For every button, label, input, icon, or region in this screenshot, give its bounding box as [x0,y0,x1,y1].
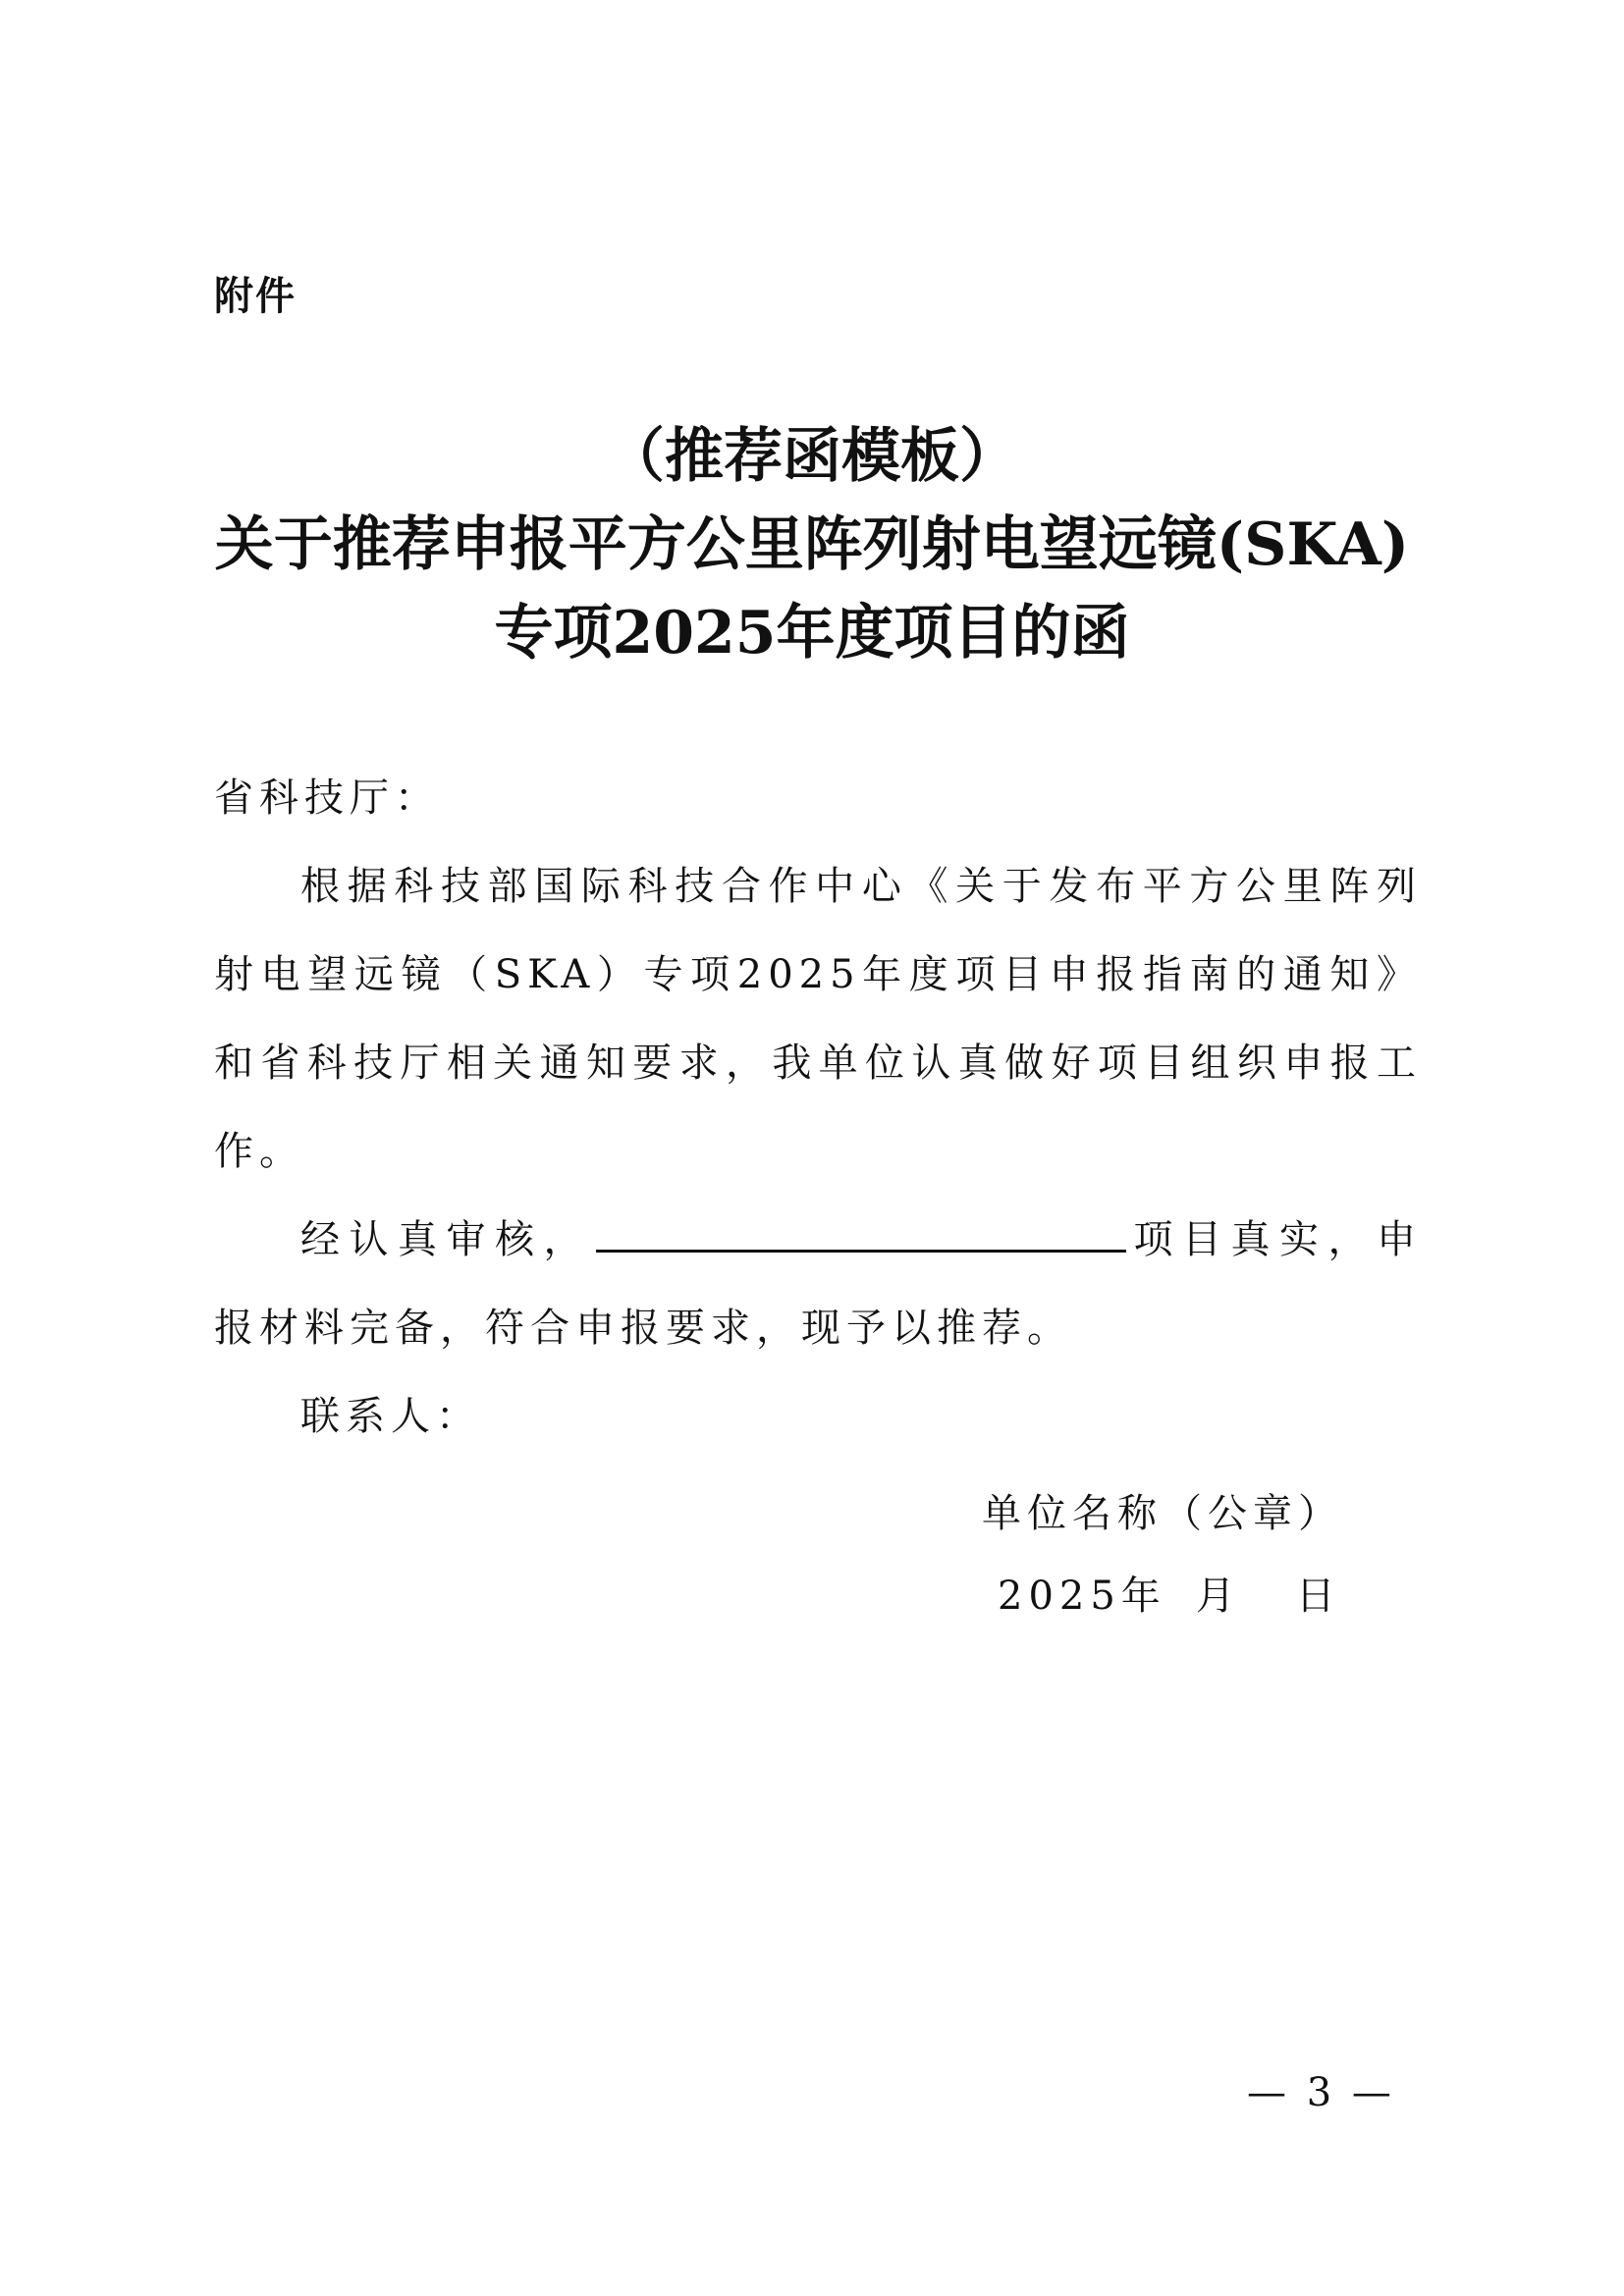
title-sub-line: 专项2025年度项目的函 [494,599,1130,667]
paragraph-recommendation [214,1196,1422,1372]
page-number: — 3 — [1247,2070,1395,2115]
signature-block [982,1472,1343,1637]
contact-person: 联系人： [300,1394,481,1439]
salutation: 省科技厅： [214,775,440,821]
project-name-blank[interactable] [596,1210,1126,1253]
date-month: 月 [1195,1574,1241,1619]
organization-seal-label: 单位名称（公章） [982,1491,1343,1536]
letter-body [214,754,1422,1461]
date-day: 日 [1295,1574,1341,1619]
signature-date [982,1555,1343,1637]
paragraph-notice: 根据科技部国际科技合作中心《关于发布平方公里阵列射电望远镜（SKA）专项2025年度项目申报指南的通知》和省科技厅相关通知要求，我单位认真做好项目组织申报工作。 [214,864,1422,1174]
recommendation-rest: 项目真实，申报材料完备，符合申报要求，现予以推荐。 [214,1217,1422,1351]
recommendation-lead: 经认真审核， [300,1217,592,1262]
date-year: 2025年 [998,1574,1166,1619]
attachment-label: 附件 [214,274,297,319]
document-title [157,412,1467,677]
title-main-line: 关于推荐申报平方公里阵列射电望远镜(SKA) [214,510,1410,579]
title-template-note: （推荐函模板） [606,422,1018,491]
